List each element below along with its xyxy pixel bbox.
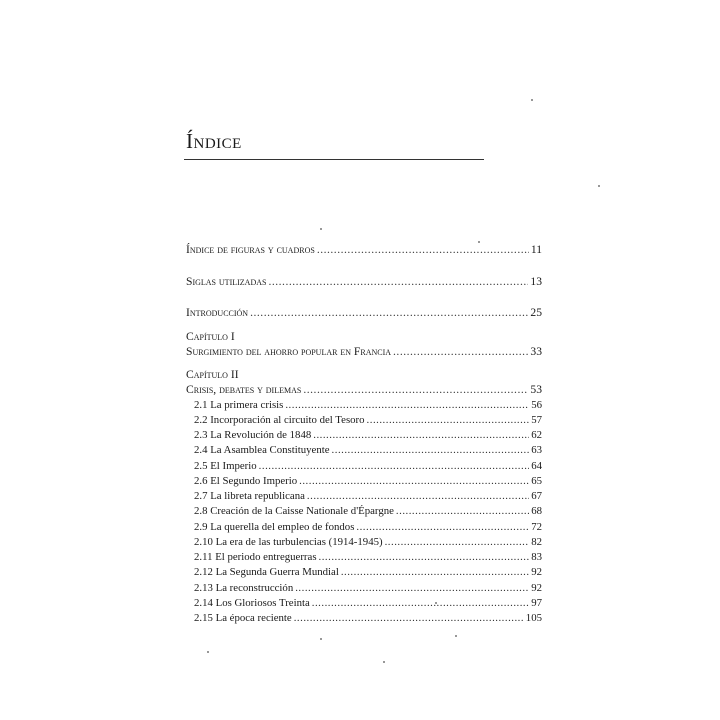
toc-section[interactable] bbox=[186, 443, 542, 458]
toc-entry-chapter-2[interactable] bbox=[186, 382, 542, 398]
toc-section-label: 2.4 La Asamblea Constituyente bbox=[194, 444, 330, 457]
scan-speck bbox=[320, 228, 322, 230]
toc-entry-page: 13 bbox=[530, 274, 542, 288]
dot-leader bbox=[303, 382, 528, 398]
scan-speck bbox=[435, 602, 437, 604]
toc-section-page: 105 bbox=[525, 612, 542, 624]
dot-leader bbox=[299, 474, 529, 489]
toc-entry-label: Siglas utilizadas bbox=[186, 274, 267, 288]
toc-entry-figures[interactable] bbox=[186, 242, 542, 258]
toc-section-label: 2.9 La querella del empleo de fondos bbox=[194, 520, 355, 533]
toc-entry-label: Crisis, debates y dilemas bbox=[186, 383, 302, 396]
table-of-contents bbox=[186, 242, 542, 626]
toc-entry-label: Índice de figuras y cuadros bbox=[186, 243, 315, 256]
toc-section-page: 92 bbox=[531, 566, 542, 579]
toc-section[interactable] bbox=[186, 520, 542, 535]
toc-entry-page: 25 bbox=[530, 306, 542, 319]
toc-section-label: 2.7 La libreta republicana bbox=[194, 490, 305, 502]
toc-entry-page: 11 bbox=[530, 243, 542, 256]
dot-leader bbox=[313, 428, 529, 443]
scan-speck bbox=[207, 651, 209, 653]
toc-section[interactable] bbox=[186, 398, 542, 413]
dot-leader bbox=[332, 443, 530, 458]
dot-leader bbox=[356, 520, 529, 535]
toc-section-page: 97 bbox=[531, 596, 542, 609]
dot-leader bbox=[396, 504, 529, 519]
dot-leader bbox=[285, 398, 529, 413]
toc-section-page: 62 bbox=[531, 429, 542, 441]
dot-leader bbox=[294, 611, 524, 626]
toc-section-page: 83 bbox=[531, 551, 542, 563]
dot-leader bbox=[250, 305, 528, 321]
toc-section[interactable] bbox=[186, 596, 542, 611]
toc-section[interactable] bbox=[186, 565, 542, 580]
toc-section-label: 2.13 La reconstrucción bbox=[194, 581, 294, 594]
toc-section[interactable] bbox=[186, 489, 542, 504]
toc-entry-introduction[interactable] bbox=[186, 305, 542, 321]
scan-speck bbox=[455, 635, 457, 637]
toc-entry-label: Surgimiento del ahorro popular en Francia bbox=[186, 344, 392, 358]
dot-leader bbox=[268, 274, 528, 290]
toc-section-label: 2.1 La primera crisis bbox=[194, 398, 284, 411]
toc-section-page: 68 bbox=[531, 505, 542, 518]
toc-section-label: 2.12 La Segunda Guerra Mundial bbox=[194, 566, 339, 579]
dot-leader bbox=[259, 459, 530, 474]
toc-section-page: 67 bbox=[531, 490, 542, 502]
toc-section-label: 2.5 El Imperio bbox=[194, 459, 257, 472]
scan-speck bbox=[478, 241, 480, 243]
dot-leader bbox=[385, 535, 530, 550]
toc-section[interactable] bbox=[186, 550, 542, 565]
scan-speck bbox=[531, 99, 533, 101]
toc-section-page: 92 bbox=[531, 581, 542, 594]
dot-leader bbox=[295, 581, 529, 596]
scan-speck bbox=[383, 661, 385, 663]
dot-leader bbox=[317, 242, 529, 258]
toc-section-label: 2.6 El Segundo Imperio bbox=[194, 474, 298, 487]
dot-leader bbox=[319, 550, 530, 565]
title-underline bbox=[184, 159, 484, 160]
toc-section-page: 63 bbox=[531, 444, 542, 457]
chapter-2-heading: Capítulo II bbox=[186, 368, 239, 381]
toc-section-page: 72 bbox=[531, 520, 542, 533]
toc-section[interactable] bbox=[186, 611, 542, 626]
toc-section[interactable] bbox=[186, 474, 542, 489]
scan-speck bbox=[320, 638, 322, 640]
toc-section[interactable] bbox=[186, 428, 542, 443]
toc-section-label: 2.3 La Revolución de 1848 bbox=[194, 429, 312, 441]
scan-speck bbox=[598, 185, 600, 187]
dot-leader bbox=[307, 489, 529, 504]
dot-leader bbox=[341, 565, 529, 580]
toc-entry-acronyms[interactable] bbox=[186, 274, 542, 290]
page-title: Índice bbox=[186, 129, 242, 153]
toc-entry-page: 33 bbox=[530, 344, 542, 358]
toc-section-label: 2.11 El periodo entreguerras bbox=[194, 551, 317, 563]
toc-entry-page: 53 bbox=[530, 383, 542, 396]
toc-section-page: 64 bbox=[531, 459, 542, 472]
toc-section-label: 2.10 La era de las turbulencias (1914-1945) bbox=[194, 535, 383, 548]
toc-section-label: 2.2 Incorporación al circuito del Tesoro bbox=[194, 413, 365, 426]
toc-section[interactable] bbox=[186, 535, 542, 550]
toc-section-page: 57 bbox=[531, 413, 542, 426]
toc-section-label: 2.15 La época reciente bbox=[194, 612, 292, 624]
toc-section[interactable] bbox=[186, 504, 542, 519]
toc-entry-chapter-1[interactable] bbox=[186, 344, 542, 360]
toc-section-page: 65 bbox=[531, 474, 542, 487]
toc-section[interactable] bbox=[186, 581, 542, 596]
dot-leader bbox=[393, 344, 528, 360]
toc-section-label: 2.8 Creación de la Caisse Nationale d'Épargne bbox=[194, 505, 394, 518]
toc-section-page: 82 bbox=[531, 535, 542, 548]
toc-section-label: 2.14 Los Gloriosos Treinta bbox=[194, 596, 310, 609]
toc-section-page: 56 bbox=[531, 398, 542, 411]
dot-leader bbox=[367, 413, 530, 428]
toc-section[interactable] bbox=[186, 413, 542, 428]
dot-leader bbox=[312, 596, 529, 611]
chapter-1-heading: Capítulo I bbox=[186, 329, 235, 343]
toc-section[interactable] bbox=[186, 459, 542, 474]
toc-entry-label: Introducción bbox=[186, 306, 249, 319]
